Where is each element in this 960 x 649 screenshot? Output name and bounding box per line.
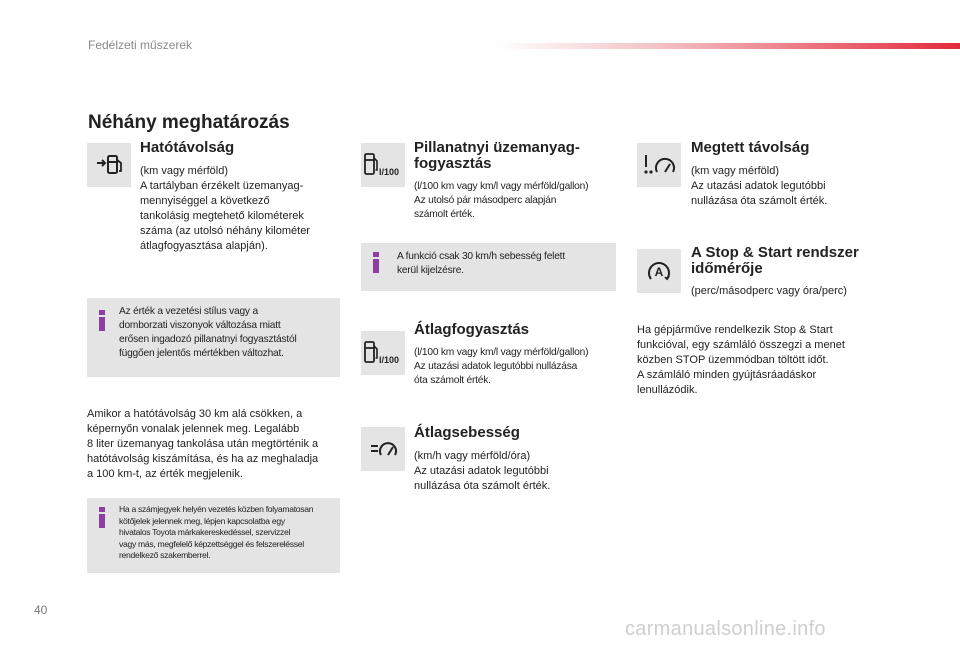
- header-accent-bar: [495, 43, 960, 49]
- svg-text:A: A: [654, 265, 664, 279]
- average-speed-icon: [361, 427, 405, 471]
- section-text-distance: (km vagy mérföld) Az utazási adatok legutóbbi nullázása óta számolt érték.: [691, 165, 828, 207]
- icon-label-instant: l/100: [379, 167, 400, 177]
- section-title-stop-start: A Stop & Start rendszer időmérője: [691, 244, 859, 277]
- section-text-average-speed: (km/h vagy mérföld/óra) Az utazási adatok legutóbbi nullázása óta számolt érték.: [414, 450, 551, 492]
- page-number: 40: [34, 603, 48, 617]
- info-text-variability: Az érték a vezetési stílus vagy a domborzati viszonyok változása miatt erősen ingadozó pillanatnyi fogyasztástól függően jelentős mértékben változhat.: [119, 306, 297, 359]
- section-text-instant-consumption: (l/100 km vagy km/l vagy mérföld/gallon) Az utolsó pár másodperc alapján számolt érték.: [414, 181, 589, 220]
- info-icon: [373, 252, 379, 273]
- section-text-average-consumption: (l/100 km vagy km/l vagy mérföld/gallon) Az utazási adatok legutóbbi nullázása óta számolt érték.: [414, 347, 589, 386]
- section-title-range: Hatótávolság: [140, 139, 235, 156]
- section-title-average-speed: Átlagsebesség: [414, 424, 520, 441]
- distance-travelled-icon: [637, 143, 681, 187]
- info-box-dealer: [87, 498, 340, 573]
- icon-label-average: l/100: [379, 355, 400, 365]
- section-title-average-consumption: Átlagfogyasztás: [414, 321, 530, 338]
- stop-start-timer-icon: [637, 249, 681, 293]
- stop-start-paragraph: Ha gépjárműve rendelkezik Stop & Start funkcióval, egy számláló összegzi a menet közben STOP üzemmódban töltött időt. A számláló minden gyújtásráadáskor lenullázódik.: [637, 324, 845, 396]
- info-icon: [99, 507, 105, 528]
- info-text-dealer: Ha a számjegyek helyén vezetés közben folyamatosan kötőjelek jelennek meg, lépjen kapcsolatba egy hivatalos Toyota márkakereskedéssel, szervizzel vagy más, megfelelő képzettséggel és felszereléssel rendelkező szakemberrel.: [119, 504, 314, 560]
- section-text-stop-start: (perc/másodperc vagy óra/perc): [691, 285, 847, 297]
- fuel-pump-range-icon: [87, 143, 131, 187]
- instant-fuel-consumption-icon: [361, 143, 405, 187]
- section-text-range: (km vagy mérföld) A tartályban érzékelt üzemanyag- mennyiséggel a következő tankolásig megtehető kilométerek száma (az utolsó néhány kilométer átlagfogyasztása alapján).: [140, 165, 310, 252]
- page-title: Néhány meghatározás: [88, 112, 290, 133]
- watermark: carmanualsonline.info: [625, 618, 826, 640]
- average-fuel-consumption-icon: [361, 331, 405, 375]
- info-box-speed-threshold: [361, 243, 616, 291]
- section-title-distance: Megtett távolság: [691, 139, 810, 156]
- info-icon: [99, 310, 105, 331]
- info-box-variability: [87, 298, 340, 377]
- info-text-speed-threshold: A funkció csak 30 km/h sebesség felett kerül kijelzésre.: [397, 251, 565, 276]
- section-title-instant-consumption: Pillanatnyi üzemanyag- fogyasztás: [414, 139, 580, 172]
- range-paragraph: Amikor a hatótávolság 30 km alá csökken, a képernyőn vonalak jelennek meg. Legalább 8 liter üzemanyag tankolása után megtörténik a hatótávolság kiszámítása, és ha az meghaladja a 100 km-t, az érték megjelenik.: [87, 408, 319, 480]
- chapter-title: Fedélzeti műszerek: [88, 38, 193, 52]
